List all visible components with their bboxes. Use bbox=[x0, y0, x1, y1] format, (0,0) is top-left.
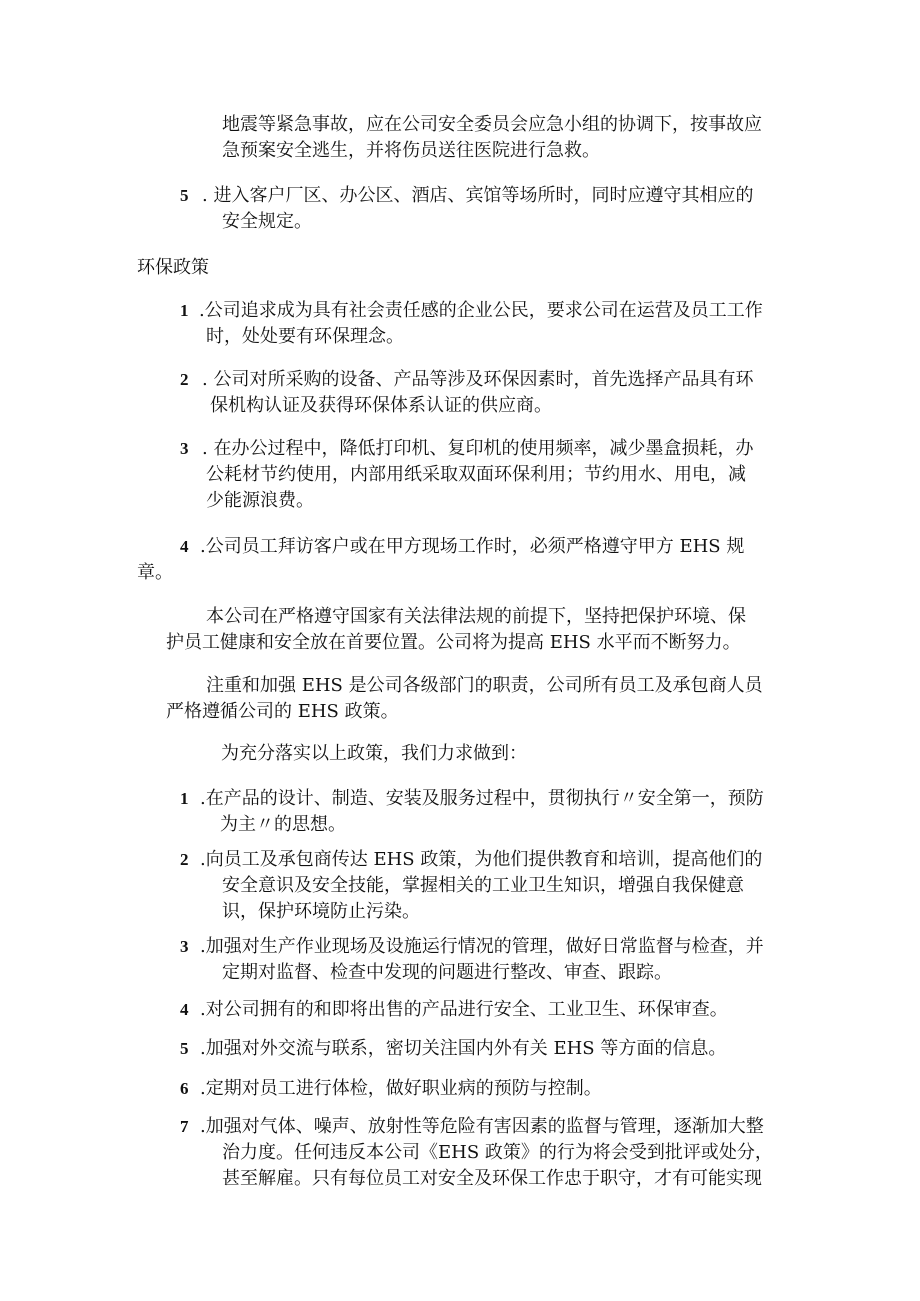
section-heading-env: 环保政策 bbox=[137, 257, 209, 278]
goal-4-number: 4 bbox=[180, 1000, 189, 1019]
goal-1-line-2: 为主〃的思想。 bbox=[220, 814, 346, 835]
env-item-1-number: 1 bbox=[180, 301, 189, 320]
goal-2-number: 2 bbox=[180, 850, 189, 869]
env-item-2-line-2: 保机构认证及获得环保体系认证的供应商。 bbox=[210, 395, 552, 416]
goal-7-line-1: .加强对气体、噪声、放射性等危险有害因素的监督与管理，逐渐加大整 bbox=[200, 1116, 764, 1137]
goal-5-line-1: .加强对外交流与联系，密切关注国内外有关 EHS 等方面的信息。 bbox=[200, 1038, 727, 1059]
env-item-1-line-2: 时，处处要有环保理念。 bbox=[206, 326, 404, 347]
goal-3-number: 3 bbox=[180, 937, 189, 956]
item-5-number: 5 bbox=[180, 186, 189, 205]
env-item-3-line-1: . 在办公过程中，降低打印机、复印机的使用频率，减少墨盒损耗，办 bbox=[202, 438, 754, 459]
para-3: 为充分落实以上政策，我们力求做到： bbox=[221, 743, 527, 764]
goal-2-line-3: 识，保护环境防止污染。 bbox=[222, 901, 420, 922]
env-item-1-line-1: .公司追求成为具有社会责任感的企业公民，要求公司在运营及员工工作 bbox=[199, 300, 763, 321]
para-1-line-2: 护员工健康和安全放在首要位置。公司将为提高 EHS 水平而不断努力。 bbox=[166, 632, 741, 653]
intro-line-2: 急预案安全逃生，并将伤员送往医院进行急救。 bbox=[222, 140, 600, 161]
item-5-line-1: . 进入客户厂区、办公区、酒店、宾馆等场所时，同时应遵守其相应的 bbox=[202, 185, 754, 206]
goal-6-number: 6 bbox=[180, 1079, 189, 1098]
env-item-3-line-2: 公耗材节约使用，内部用纸采取双面环保利用；节约用水、用电，减 bbox=[206, 464, 746, 485]
goal-3-line-1: .加强对生产作业现场及设施运行情况的管理，做好日常监督与检查，并 bbox=[200, 936, 764, 957]
intro-line-1: 地震等紧急事故，应在公司安全委员会应急小组的协调下，按事故应 bbox=[222, 114, 762, 135]
item-5-line-2: 安全规定。 bbox=[222, 211, 312, 232]
goal-5-number: 5 bbox=[180, 1039, 189, 1058]
para-2-line-2: 严格遵循公司的 EHS 政策。 bbox=[166, 701, 399, 722]
goal-7-number: 7 bbox=[180, 1117, 189, 1136]
env-item-4-line-2: 章。 bbox=[137, 562, 173, 583]
env-item-2-number: 2 bbox=[180, 370, 189, 389]
env-item-4-line-1: .公司员工拜访客户或在甲方现场工作时，必须严格遵守甲方 EHS 规 bbox=[200, 536, 745, 557]
goal-2-line-2: 安全意识及安全技能，掌握相关的工业卫生知识，增强自我保健意 bbox=[222, 875, 744, 896]
env-item-3-line-3: 少能源浪费。 bbox=[206, 490, 314, 511]
goal-4-line-1: .对公司拥有的和即将出售的产品进行安全、工业卫生、环保审查。 bbox=[200, 999, 728, 1020]
goal-1-number: 1 bbox=[180, 789, 189, 808]
goal-3-line-2: 定期对监督、检查中发现的问题进行整改、审查、跟踪。 bbox=[222, 962, 672, 983]
para-1-line-1: 本公司在严格遵守国家有关法律法规的前提下，坚持把保护环境、保 bbox=[206, 606, 746, 627]
goal-6-line-1: .定期对员工进行体检，做好职业病的预防与控制。 bbox=[200, 1078, 602, 1099]
goal-7-line-3: 甚至解雇。只有每位员工对安全及环保工作忠于职守，才有可能实现 bbox=[222, 1168, 762, 1189]
para-2-line-1: 注重和加强 EHS 是公司各级部门的职责，公司所有员工及承包商人员 bbox=[206, 675, 763, 696]
goal-2-line-1: .向员工及承包商传达 EHS 政策，为他们提供教育和培训，提高他们的 bbox=[200, 849, 763, 870]
env-item-3-number: 3 bbox=[180, 439, 189, 458]
env-item-4-number: 4 bbox=[180, 537, 189, 556]
goal-7-line-2: 治力度。任何违反本公司《EHS 政策》的行为将会受到批评或处分， bbox=[222, 1142, 773, 1163]
env-item-2-line-1: . 公司对所采购的设备、产品等涉及环保因素时，首先选择产品具有环 bbox=[202, 369, 754, 390]
goal-1-line-1: .在产品的设计、制造、安装及服务过程中，贯彻执行〃安全第一，预防 bbox=[200, 788, 764, 809]
